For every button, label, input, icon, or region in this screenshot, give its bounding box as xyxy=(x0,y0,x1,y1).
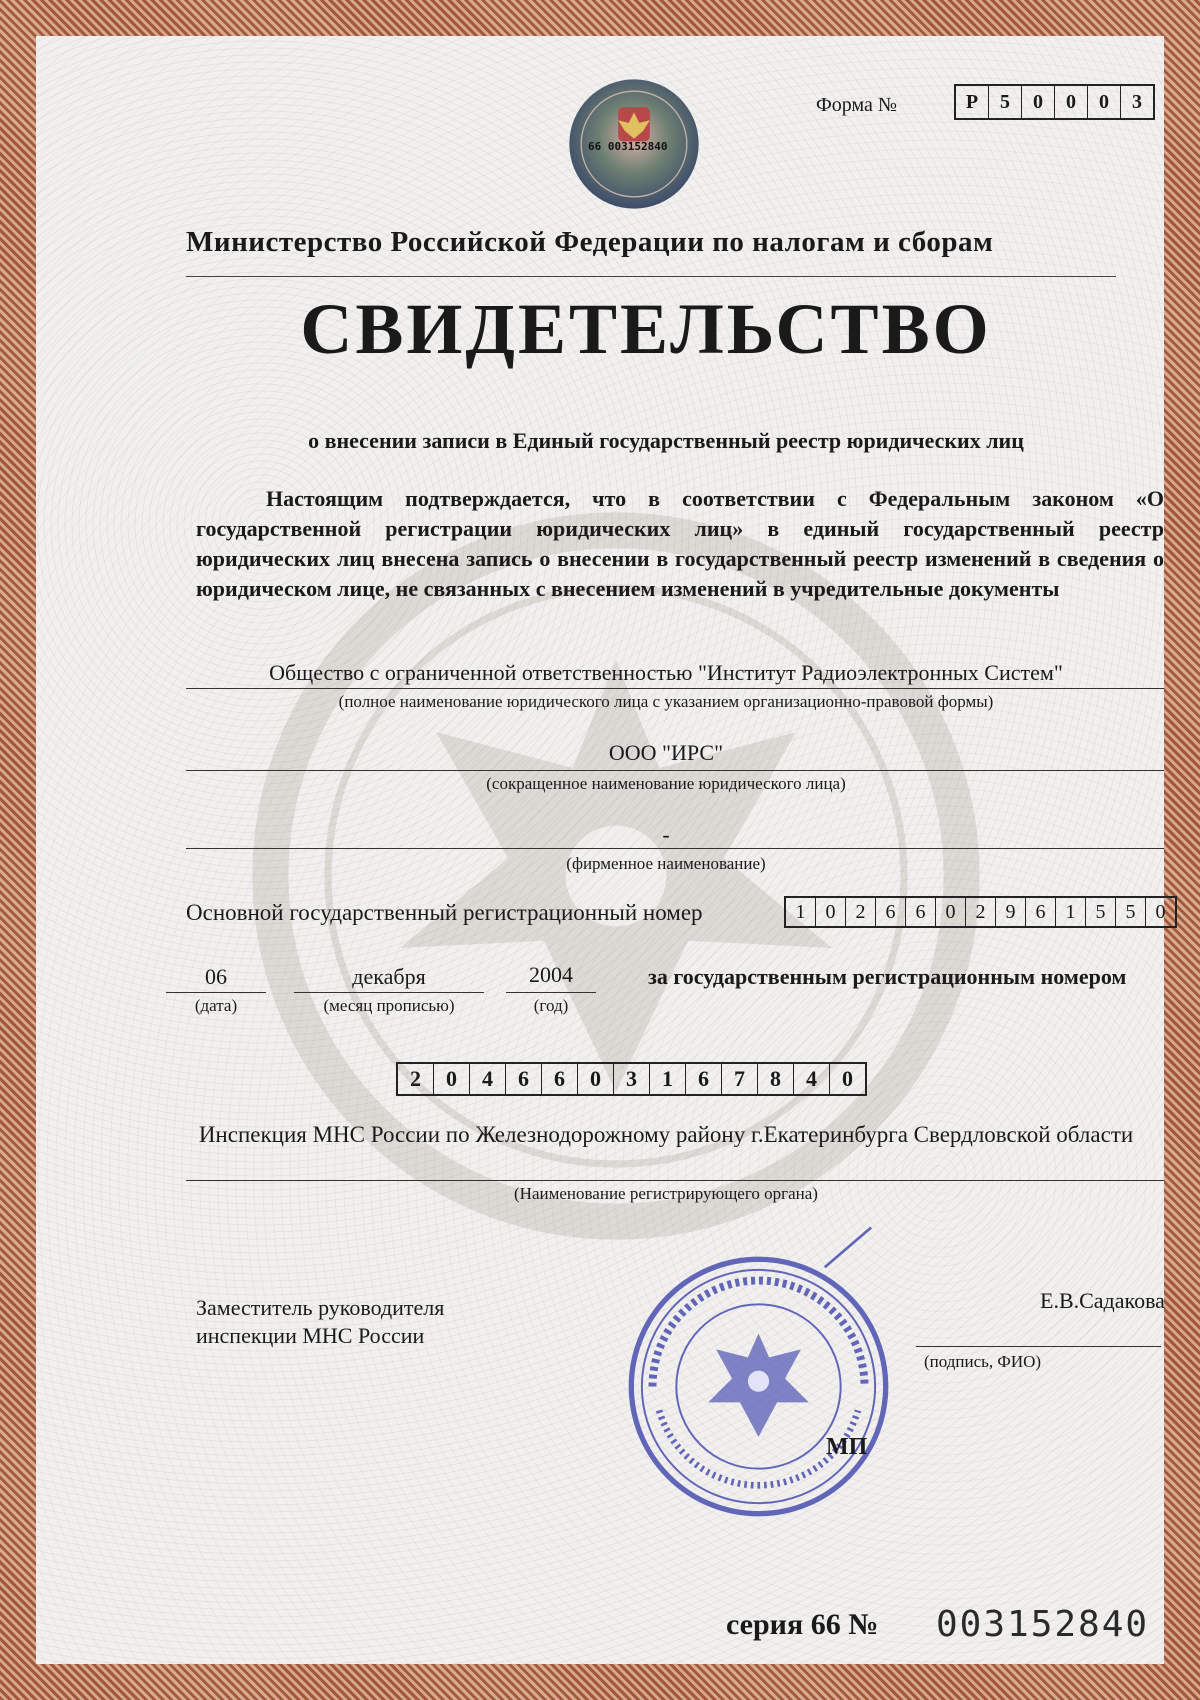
signatory-name: Е.В.Садакова xyxy=(1040,1288,1165,1313)
date-day: 06 xyxy=(205,964,227,989)
ogrn-digit: 0 xyxy=(816,898,846,926)
grn-digit: 8 xyxy=(758,1064,794,1094)
ogrn-digit: 2 xyxy=(846,898,876,926)
ogrn-boxes xyxy=(784,896,1177,928)
ministry-heading: Министерство Российской Федерации по налогам и сборам xyxy=(186,226,994,258)
brand-name-value: - xyxy=(662,822,670,847)
position-line-1: Заместитель руководителя xyxy=(196,1295,445,1320)
signature-caption: (подпись, ФИО) xyxy=(924,1352,1042,1371)
short-name-line xyxy=(186,770,1164,771)
grn-boxes xyxy=(396,1062,867,1096)
ogrn-digit: 5 xyxy=(1116,898,1146,926)
form-code-cell: 5 xyxy=(989,86,1022,118)
full-name-line xyxy=(186,688,1164,689)
grn-digit: 6 xyxy=(506,1064,542,1094)
certificate-sheet xyxy=(36,36,1164,1664)
ogrn-digit: 2 xyxy=(966,898,996,926)
form-code-cell: 0 xyxy=(1022,86,1055,118)
date-day-line xyxy=(166,992,266,993)
ogrn-digit: 6 xyxy=(876,898,906,926)
signatory-position xyxy=(196,1294,444,1350)
document-title: СВИДЕТЕЛЬСТВО xyxy=(300,289,992,369)
form-code-cell: 0 xyxy=(1088,86,1121,118)
signature-line xyxy=(916,1346,1161,1347)
regnum-label: за государственным регистрационным номером xyxy=(648,964,1127,989)
ogrn-digit: 0 xyxy=(1155,900,1166,923)
grn-digit: 4 xyxy=(470,1064,506,1094)
form-code-cell: 3 xyxy=(1132,90,1142,113)
date-month-line xyxy=(294,992,484,993)
date-month-caption: (месяц прописью) xyxy=(323,996,455,1015)
grn-digit: 3 xyxy=(614,1064,650,1094)
position-line-2: инспекции МНС России xyxy=(196,1323,425,1348)
hologram-number: 66 003152840 xyxy=(588,140,668,153)
grn-digit: 0 xyxy=(842,1066,853,1091)
ogrn-label: Основной государственный регистрационный номер xyxy=(186,900,703,925)
grn-digit: 7 xyxy=(722,1064,758,1094)
grn-digit: 0 xyxy=(434,1064,470,1094)
grn-digit: 4 xyxy=(794,1064,830,1094)
form-code-boxes xyxy=(954,84,1155,120)
form-code-cell: Р xyxy=(956,86,989,118)
date-year-caption: (год) xyxy=(533,996,569,1015)
authority-line xyxy=(186,1180,1164,1181)
date-year: 2004 xyxy=(529,962,573,987)
date-month: декабря xyxy=(352,964,426,989)
grn-digit: 2 xyxy=(398,1064,434,1094)
ogrn-digit: 1 xyxy=(1056,898,1086,926)
grn-digit: 0 xyxy=(578,1064,614,1094)
form-label: Форма № xyxy=(816,94,897,116)
intro-paragraph xyxy=(196,484,1164,604)
seal-place-mark: МП xyxy=(826,1434,868,1460)
series-label: серия 66 № xyxy=(726,1608,879,1641)
ministry-underline xyxy=(186,276,1116,277)
series-number: 003152840 xyxy=(936,1604,1150,1645)
official-seal-stamp xyxy=(626,1254,891,1519)
ogrn-digit: 9 xyxy=(996,898,1026,926)
authority-value: Инспекция МНС России по Железнодорожному району г.Екатеринбурга Свердловской области xyxy=(198,1122,1134,1147)
ogrn-digit: 0 xyxy=(936,898,966,926)
document-subtitle: о внесении записи в Единый государственный реестр юридических лиц xyxy=(308,428,1024,453)
date-year-line xyxy=(506,992,596,993)
authority-caption: (Наименование регистрирующего органа) xyxy=(514,1184,818,1203)
form-code-cell: 0 xyxy=(1055,86,1088,118)
grn-digit: 6 xyxy=(686,1064,722,1094)
brand-name-line xyxy=(186,848,1164,849)
ogrn-digit: 6 xyxy=(1026,898,1056,926)
short-name-caption: (сокращенное наименование юридического лица) xyxy=(486,774,846,793)
date-day-caption: (дата) xyxy=(194,996,238,1015)
grn-digit: 1 xyxy=(650,1064,686,1094)
intro-text: Настоящим подтверждается, что в соответствии с Федеральным законом «О государственной регистрации юридических лиц» в единый государственный реестр юридических лиц внесена запись о внесении в государственный реестр изменений в сведения о юридическом лице, не связанных с внесением изменений в учредительные документы xyxy=(196,486,1164,601)
grn-digit: 6 xyxy=(542,1064,578,1094)
brand-name-caption: (фирменное наименование) xyxy=(566,854,766,873)
short-name-value: ООО "ИРС" xyxy=(608,740,724,765)
ogrn-digit: 6 xyxy=(906,898,936,926)
full-name-caption: (полное наименование юридического лица с указанием организационно-правовой формы) xyxy=(338,692,994,711)
ogrn-digit: 5 xyxy=(1086,898,1116,926)
ogrn-digit: 1 xyxy=(786,898,816,926)
full-name-value: Общество с ограниченной ответственностью "Институт Радиоэлектронных Систем" xyxy=(269,660,1063,685)
